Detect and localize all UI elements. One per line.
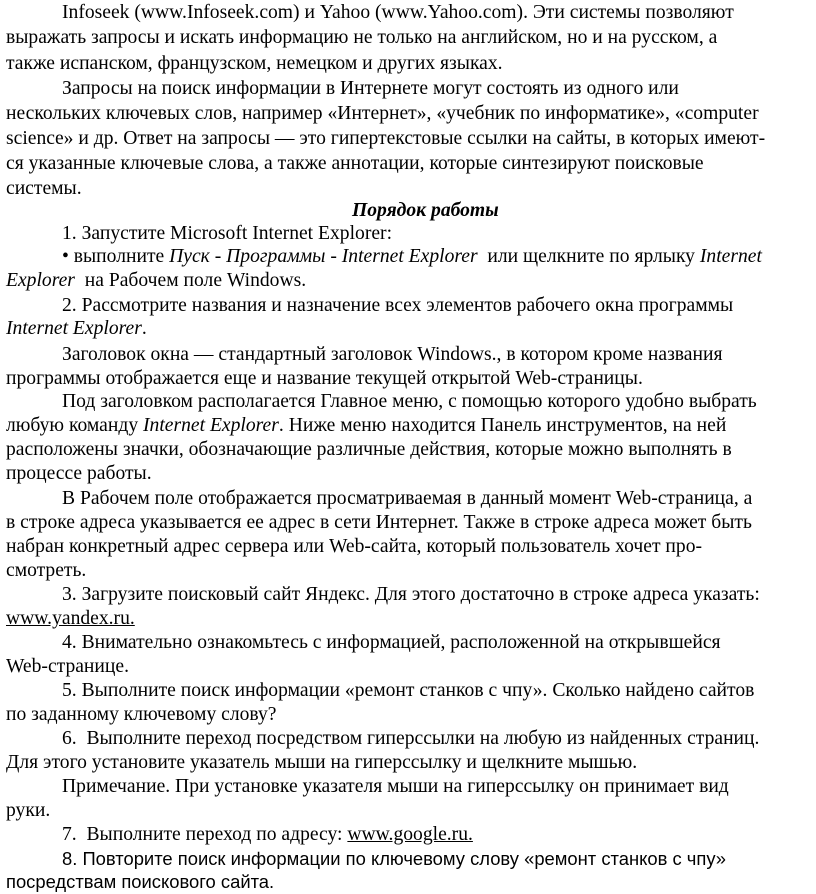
program-name: Internet Explorer (6, 318, 142, 339)
step-3-line: 3. Загрузите поисковый сайт Яндекс. Для этого достаточно в строке адреса указать: (62, 584, 760, 605)
text-span: 7. Выполните переход по адресу: (62, 824, 348, 845)
text-line: также испанском, французском, немецком и других языках. (6, 53, 503, 74)
bullet-line-cont (6, 268, 306, 293)
shortcut-name-cont: Explorer (6, 270, 75, 291)
text-line: набран конкретный адрес сервера или Web-сайта, который пользователь хочет про- (6, 536, 703, 557)
text-line: по заданному ключевому слову? (6, 704, 277, 725)
text-line: Под заголовком располагается Главное меню, с помощью которого удобно выбрать (62, 391, 757, 412)
text-line: смотреть. (6, 560, 87, 581)
text-line: ся указанные ключевые слова, а также аннотации, которые синтезируют поисковые (6, 153, 704, 174)
text-line (6, 316, 147, 341)
program-name: Internet Explorer (143, 415, 279, 436)
text-span: . (141, 318, 147, 339)
text-line: руки. (6, 800, 51, 821)
text-line: science» и др. Ответ на запросы — это гипертекстовые ссылки на сайты, в которых имеют- (6, 128, 766, 149)
text-line: расположены значки, обозначающие различные действия, которые можно выполнять в (6, 439, 732, 460)
text-line: системы. (6, 178, 82, 199)
step-6-line: 6. Выполните переход посредством гиперссылки на любую из найденных страниц. (62, 728, 760, 749)
menu-path-start: Пуск (169, 246, 210, 267)
note-line: Примечание. При установке указателя мыши на гиперссылку он принимает вид (62, 776, 729, 797)
text-span: - (325, 246, 342, 267)
step-2-line: 2. Рассмотрите названия и назначение всех элементов рабочего окна программы (62, 295, 734, 316)
text-span: или щелкните по ярлыку (477, 246, 700, 267)
text-line: Web-странице. (6, 656, 129, 677)
text-line: нескольких ключевых слов, например «Интернет», «учебник по информатике», «computer (6, 103, 759, 124)
text-span: любую команду (6, 415, 144, 436)
section-heading: Порядок работы (352, 200, 499, 221)
text-line: посредствам поискового сайта. (6, 871, 275, 892)
text-line: в строке адреса указывается ее адрес в сети Интернет. Также в строке адреса может быть (6, 512, 752, 533)
step-4-line: 4. Внимательно ознакомьтесь с информацией, расположенной на открывшейся (62, 632, 721, 653)
menu-path-ie: Internet Explorer (341, 246, 478, 267)
yandex-link[interactable]: www.yandex.ru. (6, 608, 135, 629)
text-span: . Ниже меню находится Панель инструментов, на ней (278, 415, 727, 436)
text-line: Infoseek (www.Infoseek.com) и Yahoo (www.Yahoo.com). Эти системы позволяют (62, 2, 734, 23)
text-span: • выполните (62, 246, 170, 267)
text-line (6, 413, 726, 438)
text-line: Для этого установите указатель мыши на гиперссылку и щелкните мышью. (6, 752, 638, 773)
yandex-link-line (6, 606, 135, 631)
menu-path-programs: Программы (226, 246, 326, 267)
bullet-line (62, 244, 762, 269)
text-line: программы отображается еще и название текущей открытой Web-страницы. (6, 368, 643, 389)
text-span: на Рабочем поле Windows. (74, 270, 307, 291)
step-7-line (62, 822, 473, 847)
step-5-line: 5. Выполните поиск информации «ремонт станков с чпу». Сколько найдено сайтов (62, 680, 755, 701)
text-line: выражать запросы и искать информацию не только на английском, но и на русском, а (6, 27, 718, 48)
shortcut-name: Internet (699, 246, 762, 267)
google-link[interactable]: www.google.ru. (347, 824, 473, 845)
step-1-line: 1. Запустите Microsoft Internet Explorer: (62, 223, 393, 244)
text-line: Запросы на поиск информации в Интернете могут состоять из одного или (62, 78, 679, 99)
text-span: - (209, 246, 227, 267)
text-line: процессе работы. (6, 463, 152, 484)
text-line: В Рабочем поле отображается просматриваемая в данный момент Web-страница, а (62, 488, 753, 509)
step-8-line: 8. Повторите поиск информации по ключевому слову «ремонт станков с чпу» (62, 848, 726, 869)
text-line: Заголовок окна — стандартный заголовок Windows., в котором кроме названия (62, 344, 723, 365)
